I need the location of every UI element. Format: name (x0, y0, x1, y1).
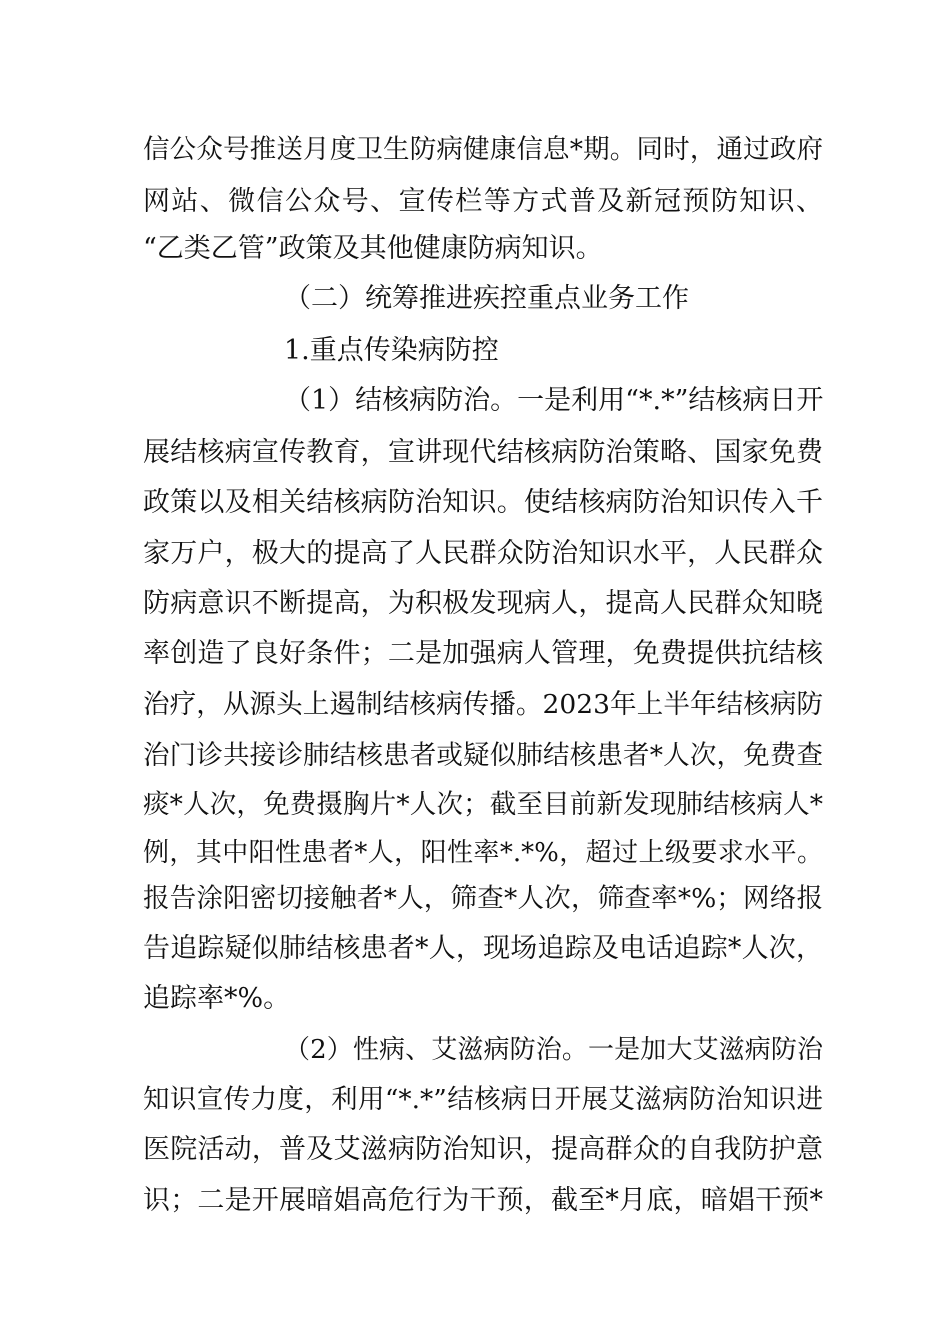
text-line: 例，其中阳性患者*人，阳性率*.*%，超过上级要求水平。 (143, 838, 823, 868)
text-line: 告追踪疑似肺结核患者*人，现场追踪及电话追踪*人次， (143, 933, 823, 964)
text-line: 治门诊共接诊肺结核患者或疑似肺结核患者*人次，免费查 (143, 740, 823, 771)
text-line: 家万户，极大的提高了人民群众防治知识水平，人民群众 (143, 538, 823, 569)
text-line: 医院活动，普及艾滋病防治知识，提高群众的自我防护意 (143, 1134, 823, 1165)
text-line: 防病意识不断提高，为积极发现病人，提高人民群众知晓 (143, 588, 823, 619)
text-line: 政策以及相关结核病防治知识。使结核病防治知识传入千 (143, 487, 823, 518)
text-line: 展结核病宣传教育，宣讲现代结核病防治策略、国家免费 (143, 437, 823, 468)
text-line: 追踪率*%。 (143, 983, 291, 1014)
text-line: “乙类乙管”政策及其他健康防病知识。 (143, 233, 603, 264)
section-heading: （二）统筹推进疾控重点业务工作 (284, 283, 689, 314)
text-line: 信公众号推送月度卫生防病健康信息*期。同时，通过政府 (143, 134, 823, 165)
text-line: 治疗，从源头上遏制结核病传播。2023年上半年结核病防 (143, 689, 823, 720)
text-line: 知识宣传力度，利用“*.*”结核病日开展艾滋病防治知识进 (143, 1084, 823, 1115)
text-line: 报告涂阳密切接触者*人，筛查*人次，筛查率*%；网络报 (143, 883, 823, 914)
subsection-heading: 1.重点传染病防控 (284, 335, 499, 366)
text-line: 痰*人次，免费摄胸片*人次；截至目前新发现肺结核病人* (143, 789, 823, 820)
paragraph-start: （1）结核病防治。一是利用“*.*”结核病日开 (284, 385, 824, 416)
text-line: 识；二是开展暗娼高危行为干预，截至*月底，暗娼干预* (143, 1185, 823, 1216)
text-line: 率创造了良好条件；二是加强病人管理，免费提供抗结核 (143, 638, 823, 669)
paragraph-start: （2）性病、艾滋病防治。一是加大艾滋病防治 (284, 1035, 823, 1065)
text-line: 网站、微信公众号、宣传栏等方式普及新冠预防知识、 (143, 186, 823, 217)
